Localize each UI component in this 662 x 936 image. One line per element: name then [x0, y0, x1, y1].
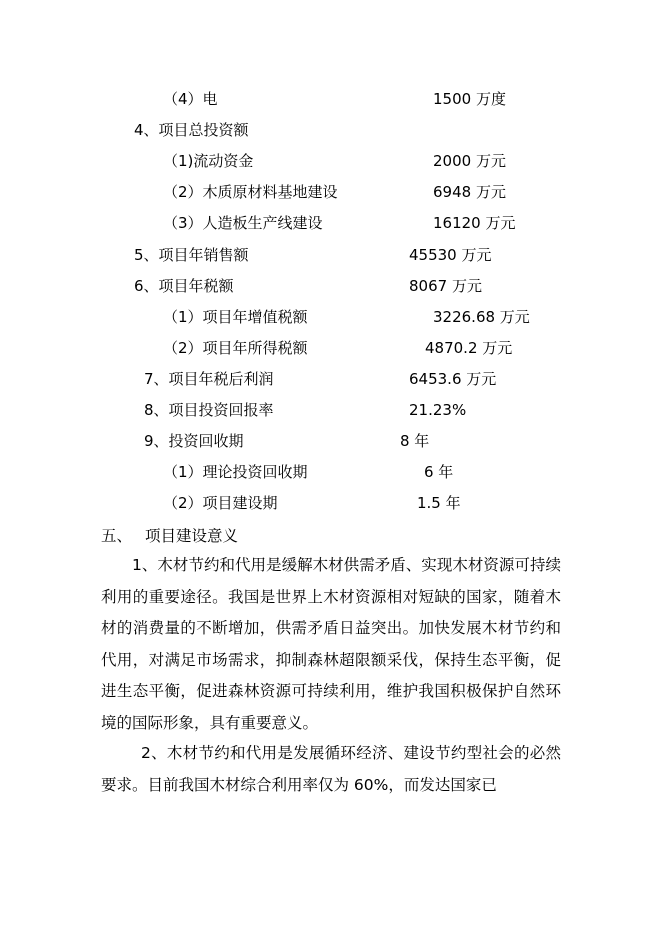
row-label-working-capital: （1)流动资金 — [163, 152, 254, 170]
row-label-total-investment: 4、项目总投资额 — [134, 121, 249, 139]
row-value-payback: 8 年 — [400, 432, 430, 450]
row-label-net-profit: 7、项目年税后利润 — [144, 370, 274, 388]
row-label-annual-sales: 5、项目年销售额 — [134, 246, 249, 264]
row-value-income-tax: 4870.2 万元 — [425, 339, 513, 357]
row-value-working-capital: 2000 万元 — [433, 152, 506, 170]
row-value-construction-period: 1.5 年 — [417, 494, 461, 512]
row-label-theory-payback: （1）理论投资回收期 — [163, 463, 308, 481]
row-label-wood-base: （2）木质原材料基地建设 — [163, 183, 338, 201]
row-value-board-line: 16120 万元 — [433, 214, 516, 232]
paragraph-2: 2、木材节约和代用是发展循环经济、建设节约型社会的必然要求。目前我国木材综合利用率仅为 60%，而发达国家已 — [101, 744, 561, 794]
row-value-wood-base: 6948 万元 — [433, 183, 506, 201]
row-value-annual-sales: 45530 万元 — [409, 246, 492, 264]
row-label-board-line: （3）人造板生产线建设 — [163, 214, 323, 232]
row-label-income-tax: （2）项目年所得税额 — [163, 339, 308, 357]
row-label-electricity: （4）电 — [163, 90, 218, 108]
row-label-annual-tax: 6、项目年税额 — [134, 277, 234, 295]
paragraph-1: 1、木材节约和代用是缓解木材供需矛盾、实现木材资源可持续利用的重要途径。我国是世界上木材资源相对短缺的国家，随着木材的消费量的不断增加，供需矛盾日益突出。加快发展木材节约和代用，对满足市场需求，抑制森林超限额采伐，保持生态平衡，促进生态平衡，促进森林资源可持续利用，维护我国积极保护自然环境的国际形象，具有重要意义。 — [101, 556, 561, 732]
row-label-construction-period: （2）项目建设期 — [163, 494, 278, 512]
row-label-return-rate: 8、项目投资回报率 — [144, 401, 274, 419]
row-value-vat: 3226.68 万元 — [433, 308, 530, 326]
row-value-electricity: 1500 万度 — [433, 90, 506, 108]
row-value-return-rate: 21.23% — [409, 401, 467, 419]
section-title: 项目建设意义 — [145, 527, 239, 545]
row-label-payback: 9、投资回收期 — [144, 432, 244, 450]
section-number: 五、 — [101, 527, 133, 545]
row-label-vat: （1）项目年增值税额 — [163, 308, 308, 326]
row-value-theory-payback: 6 年 — [424, 463, 454, 481]
row-value-net-profit: 6453.6 万元 — [409, 370, 497, 388]
row-value-annual-tax: 8067 万元 — [409, 277, 482, 295]
